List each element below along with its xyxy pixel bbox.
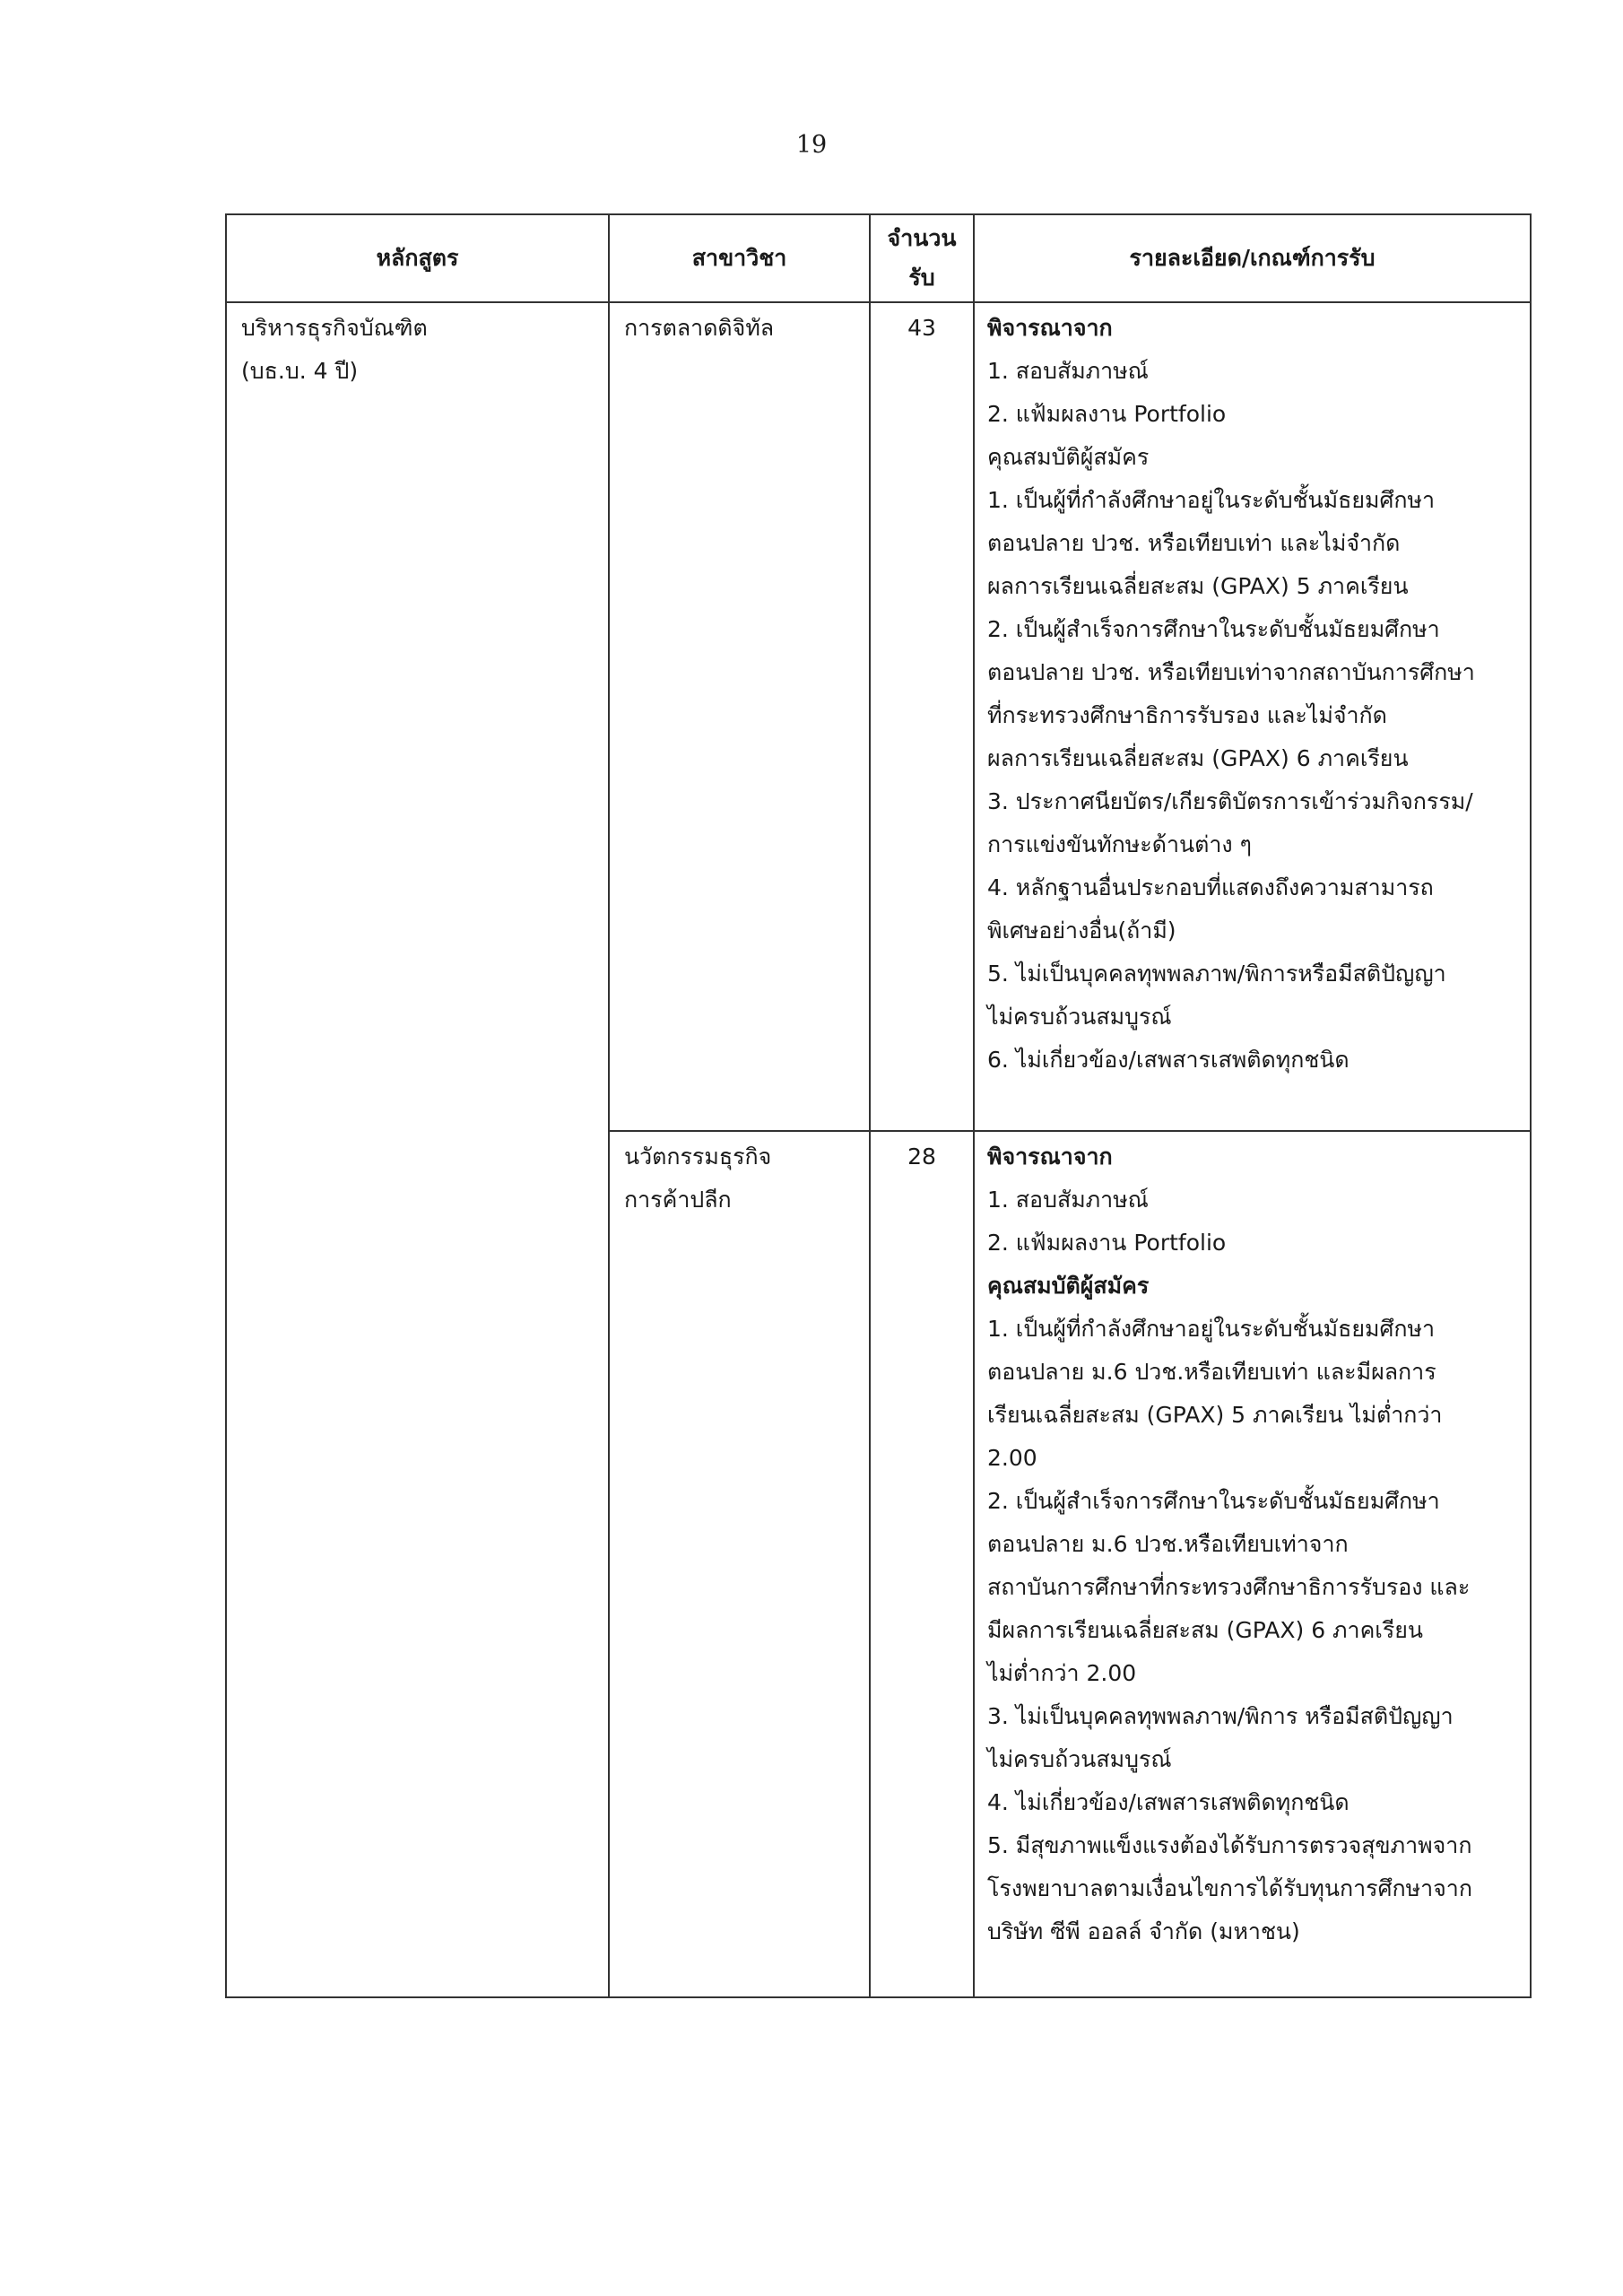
detail-line: 1. เป็นผู้ที่กำลังศึกษาอยู่ในระดับชั้นมัธยมศึกษา bbox=[987, 1316, 1436, 1342]
detail-line: 1. สอบสัมภาษณ์ bbox=[987, 358, 1149, 384]
page-number: 19 bbox=[795, 131, 828, 159]
detail-line: 2. เป็นผู้สำเร็จการศึกษาในระดับชั้นมัธยมศึกษา bbox=[987, 1488, 1440, 1514]
detail-line: สถาบันการศึกษาที่กระทรวงศึกษาธิการรับรอง และ bbox=[987, 1574, 1471, 1600]
program-cell bbox=[226, 302, 609, 1997]
detail-line: 1. สอบสัมภาษณ์ bbox=[987, 1187, 1149, 1213]
detail-line: ตอนปลาย ม.6 ปวช.หรือเทียบเท่าจาก bbox=[987, 1531, 1349, 1557]
detail-line: 3. ประกาศนียบัตร/เกียรติบัตรการเข้าร่วมกิจกรรม/ bbox=[987, 788, 1473, 814]
detail-line: ไม่ต่ำกว่า 2.00 bbox=[987, 1660, 1137, 1686]
detail-line: 3. ไม่เป็นบุคคลทุพพลภาพ/พิการ หรือมีสติปัญญา bbox=[987, 1703, 1454, 1729]
detail-line: ตอนปลาย ปวช. หรือเทียบเท่า และไม่จำกัด bbox=[987, 530, 1401, 556]
detail-line: 4. หลักฐานอื่นประกอบที่แสดงถึงความสามารถ bbox=[987, 874, 1434, 900]
detail-line: การแข่งขันทักษะด้านต่าง ๆ bbox=[987, 831, 1252, 857]
detail-cell bbox=[974, 1131, 1531, 1997]
detail-line: 2. เป็นผู้สำเร็จการศึกษาในระดับชั้นมัธยมศึกษา bbox=[987, 616, 1440, 642]
detail-cell bbox=[974, 302, 1531, 1131]
major-name-line2: การค้าปลีก bbox=[624, 1187, 732, 1213]
table-row bbox=[226, 302, 1531, 1131]
detail-line: ผลการเรียนเฉลี่ยสะสม (GPAX) 5 ภาคเรียน bbox=[987, 573, 1409, 599]
count-cell: 28 bbox=[870, 1131, 974, 1997]
header-major: สาขาวิชา bbox=[609, 214, 870, 302]
detail-line: โรงพยาบาลตามเงื่อนไขการได้รับทุนการศึกษาจาก bbox=[987, 1875, 1472, 1901]
count-cell: 43 bbox=[870, 302, 974, 1131]
detail-heading: คุณสมบัติผู้สมัคร bbox=[987, 1273, 1150, 1299]
detail-line: ที่กระทรวงศึกษาธิการรับรอง และไม่จำกัด bbox=[987, 702, 1387, 728]
detail-line: ผลการเรียนเฉลี่ยสะสม (GPAX) 6 ภาคเรียน bbox=[987, 745, 1409, 771]
detail-line: เรียนเฉลี่ยสะสม (GPAX) 5 ภาคเรียน ไม่ต่ำกว่า bbox=[987, 1402, 1443, 1428]
detail-line: 6. ไม่เกี่ยวข้อง/เสพสารเสพติดทุกชนิด bbox=[987, 1047, 1350, 1073]
header-count-line2: รับ bbox=[908, 265, 935, 291]
table-header-row bbox=[226, 214, 1531, 302]
detail-line: 2. แฟ้มผลงาน Portfolio bbox=[987, 401, 1227, 427]
detail-line: 5. มีสุขภาพแข็งแรงต้องได้รับการตรวจสุขภาพจาก bbox=[987, 1832, 1472, 1858]
detail-line: 2.00 bbox=[987, 1445, 1037, 1471]
detail-heading: พิจารณาจาก bbox=[987, 1144, 1113, 1170]
detail-line: ตอนปลาย ปวช. หรือเทียบเท่าจากสถาบันการศึกษา bbox=[987, 659, 1475, 685]
detail-line: 4. ไม่เกี่ยวข้อง/เสพสารเสพติดทุกชนิด bbox=[987, 1789, 1350, 1815]
major-cell bbox=[609, 1131, 870, 1997]
detail-line: ไม่ครบถ้วนสมบูรณ์ bbox=[987, 1004, 1172, 1030]
detail-line: 2. แฟ้มผลงาน Portfolio bbox=[987, 1230, 1227, 1256]
major-name-line1: นวัตกรรมธุรกิจ bbox=[624, 1144, 772, 1170]
admission-criteria-table bbox=[225, 213, 1532, 1998]
header-detail: รายละเอียด/เกณฑ์การรับ bbox=[974, 214, 1531, 302]
detail-line: คุณสมบัติผู้สมัคร bbox=[987, 444, 1150, 470]
detail-line: บริษัท ซีพี ออลล์ จำกัด (มหาชน) bbox=[987, 1918, 1300, 1944]
detail-line: 5. ไม่เป็นบุคคลทุพพลภาพ/พิการหรือมีสติปัญญา bbox=[987, 961, 1446, 987]
header-count-line1: จำนวน bbox=[887, 225, 957, 251]
major-cell bbox=[609, 302, 870, 1131]
detail-heading: พิจารณาจาก bbox=[987, 315, 1113, 341]
major-name: การตลาดดิจิทัล bbox=[624, 315, 775, 341]
detail-line: ตอนปลาย ม.6 ปวช.หรือเทียบเท่า และมีผลการ bbox=[987, 1359, 1436, 1385]
detail-line: มีผลการเรียนเฉลี่ยสะสม (GPAX) 6 ภาคเรียน bbox=[987, 1617, 1424, 1643]
detail-line: พิเศษอย่างอื่น(ถ้ามี) bbox=[987, 918, 1176, 944]
detail-line: ไม่ครบถ้วนสมบูรณ์ bbox=[987, 1746, 1172, 1772]
header-program: หลักสูตร bbox=[226, 214, 609, 302]
program-name: บริหารธุรกิจบัณฑิต bbox=[241, 315, 428, 341]
detail-line: 1. เป็นผู้ที่กำลังศึกษาอยู่ในระดับชั้นมัธยมศึกษา bbox=[987, 487, 1436, 513]
header-count bbox=[870, 214, 974, 302]
program-degree: (บธ.บ. 4 ปี) bbox=[241, 358, 359, 384]
